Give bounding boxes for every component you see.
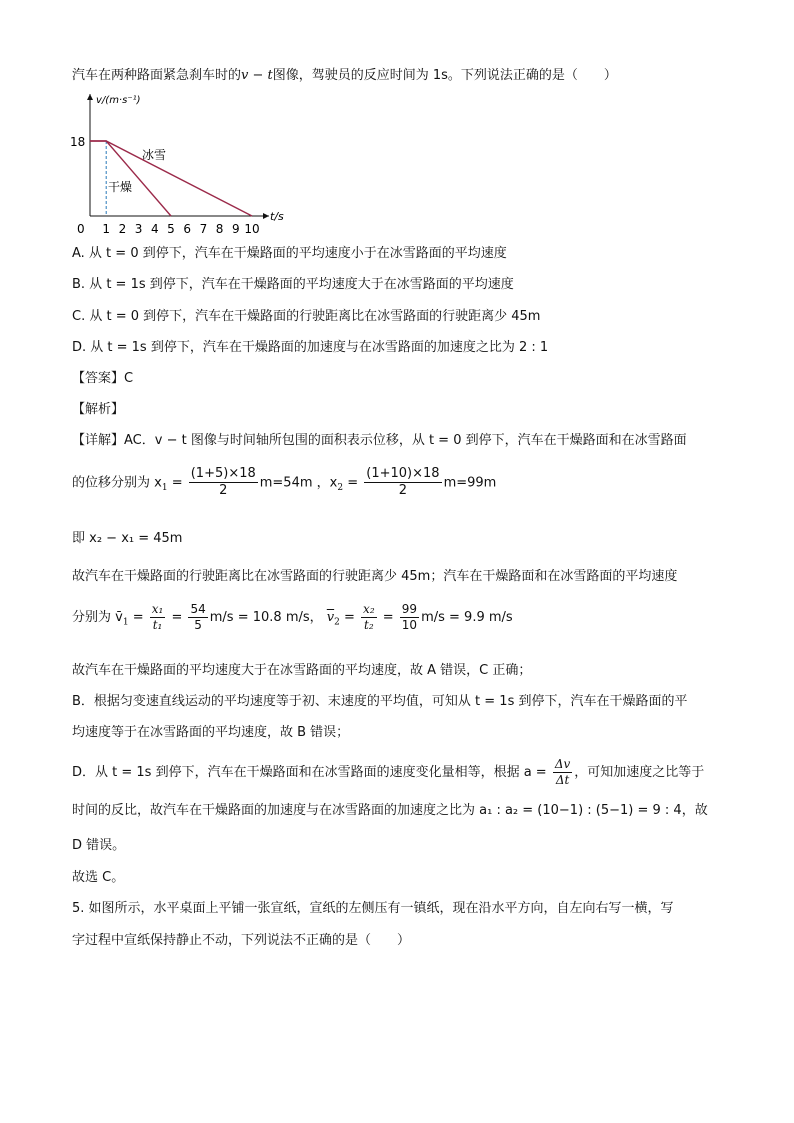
- x-tick-6: 6: [183, 222, 192, 236]
- delta-v: Δv: [554, 757, 571, 771]
- v1-result: m/s = 10.8 m/s: [209, 610, 310, 625]
- detail-line-7: B．根据匀变速直线运动的平均速度等于初、末速度的平均值，可知从 t = 1s 到停下，汽车在干燥路面的平: [72, 694, 688, 709]
- x-tick-labels: [77, 222, 260, 236]
- x2-fraction: [364, 466, 441, 500]
- label-dry: 干燥: [108, 180, 133, 194]
- option-d: D. 从 t = 1s 到停下，汽车在干燥路面的加速度与在冰雪路面的加速度之比为 2 : 1: [72, 340, 549, 355]
- detail-line-8: 均速度等于在冰雪路面的平均速度，故 B 错误；: [72, 725, 350, 740]
- x-tick-5: 5: [167, 222, 175, 236]
- acceleration-fraction: [553, 757, 572, 788]
- y-tick-18: 18: [70, 135, 86, 149]
- detail-line-4: 故汽车在干燥路面的行驶距离比在冰雪路面的行驶距离少 45m；汽车在干燥路面和在冰雪路面的平均速度: [72, 569, 678, 584]
- label-ice: 冰雪: [142, 148, 167, 162]
- x-tick-0: 0: [77, 222, 85, 236]
- detail-line-10: 时间的反比，故汽车在干燥路面的加速度与在冰雪路面的加速度之比为 a₁ : a₂ = (10−1) : (5−1) = 9 : 4，故: [72, 803, 708, 818]
- x1-numerator: (1+5)×18: [189, 466, 258, 483]
- next-question-line-2: 字过程中宣纸保持静止不动，下列说法不正确的是（ ）: [72, 933, 411, 948]
- detail-line-9: [72, 757, 704, 788]
- x-tick-9: 9: [231, 222, 240, 236]
- stem-vt: v − t: [241, 68, 273, 83]
- v1-numeric-fraction: [188, 602, 207, 633]
- x1-denominator: 2: [219, 483, 228, 499]
- v2-result: m/s = 9.9 m/s: [421, 610, 513, 625]
- option-b: B. 从 t = 1s 到停下，汽车在干燥路面的平均速度大于在冰雪路面的平均速度: [72, 277, 514, 292]
- x-tick-7: 7: [199, 222, 208, 236]
- x1-fraction: [189, 466, 258, 500]
- v2-symbol: $\overline{v}$: [326, 610, 335, 625]
- detail-line-2: 的位移分别为 $x_1$ = $\frac{(1+5)\times 18}{2}$ m=54m ，$x_2$ = $\frac{(1+10)\times 18}{2}$ m=99m: [72, 466, 497, 499]
- x-tick-3: 3: [134, 222, 143, 236]
- v1-symbolic-fraction: [150, 602, 166, 633]
- detail-line-12: 故选 C。: [72, 870, 125, 885]
- detail-line-5: 分别为 $v̄_1$ = $\frac{\text{x₁}}{\text{t₁}}$ = $\frac{54}{5}$ m/s = 10.8 m/s， $\overline{v}_2$ = $\frac{\text{x₂}}{\text{t₂}}$ = $\frac{99}{10}$ m/s = 9.9 m/s: [72, 602, 513, 632]
- option-a: A. 从 t = 0 到停下，汽车在干燥路面的平均速度小于在冰雪路面的平均速度: [72, 246, 507, 261]
- velocity-intro: 分别为 v̄: [72, 610, 123, 625]
- acceleration-intro: D．从 t = 1s 到停下，汽车在干燥路面和在冰雪路面的速度变化量相等，根据 a =: [72, 765, 547, 780]
- detail-line-3: 即 x₂ − x₁ = 45m: [72, 531, 183, 546]
- x1-result: m=54m: [259, 475, 313, 491]
- next-question-line-1: 5. 如图所示，水平桌面上平铺一张宣纸，宣纸的左侧压有一镇纸，现在沿水平方向，自左向右写一横，写: [72, 901, 674, 916]
- vt-graph: [64, 88, 304, 238]
- x-tick-8: 8: [215, 222, 224, 236]
- v1-num: 54: [190, 602, 206, 616]
- x-tick-10: 10: [244, 222, 260, 236]
- v2-num-sym: x₂: [363, 602, 375, 616]
- v1-den-sym: t₁: [152, 618, 163, 632]
- detail-line-1: 【详解】AC．v − t 图像与时间轴所包围的面积表示位移，从 t = 0 到停下，汽车在干燥路面和在冰雪路面: [72, 433, 687, 448]
- delta-t: Δt: [555, 773, 570, 787]
- option-c: C. 从 t = 0 到停下，汽车在干燥路面的行驶距离比在冰雪路面的行驶距离少 45m: [72, 309, 541, 324]
- v2-den-sym: t₂: [364, 618, 374, 632]
- detail-line-11: D 错误。: [72, 838, 126, 853]
- v1-den: 5: [194, 618, 202, 632]
- v2-den: 10: [401, 618, 418, 632]
- v2-symbolic-fraction: [361, 602, 377, 633]
- x-tick-2: 2: [118, 222, 127, 236]
- series-ice-line: [90, 141, 252, 216]
- v2-num: 99: [401, 602, 418, 616]
- stem-part-b: 图像，驾驶员的反应时间为 1s。下列说法正确的是（ ）: [272, 68, 617, 83]
- x-tick-1: 1: [102, 222, 111, 236]
- stem-part-a: 汽车在两种路面紧急刹车时的: [72, 68, 242, 83]
- analysis-label: 【解析】: [72, 402, 125, 417]
- x2-numerator: (1+10)×18: [364, 466, 441, 483]
- question-stem: [72, 68, 617, 84]
- v1-num-sym: x₁: [151, 602, 164, 616]
- answer-label: 【答案】C: [72, 371, 134, 386]
- x2-result: m=99m: [443, 475, 497, 491]
- displacement-intro: 的位移分别为 x: [72, 475, 162, 491]
- x2-intro: ，x: [316, 475, 338, 491]
- y-axis-label: v/(m·s⁻¹): [96, 95, 141, 106]
- x-tick-4: 4: [150, 222, 159, 236]
- x2-denominator: 2: [398, 483, 408, 499]
- x-axis-label: t/s: [270, 210, 284, 223]
- v2-numeric-fraction: [400, 602, 419, 633]
- acceleration-conclusion: ，可知加速度之比等于: [574, 765, 705, 780]
- detail-line-6: 故汽车在干燥路面的平均速度大于在冰雪路面的平均速度，故 A 错误，C 正确；: [72, 663, 532, 678]
